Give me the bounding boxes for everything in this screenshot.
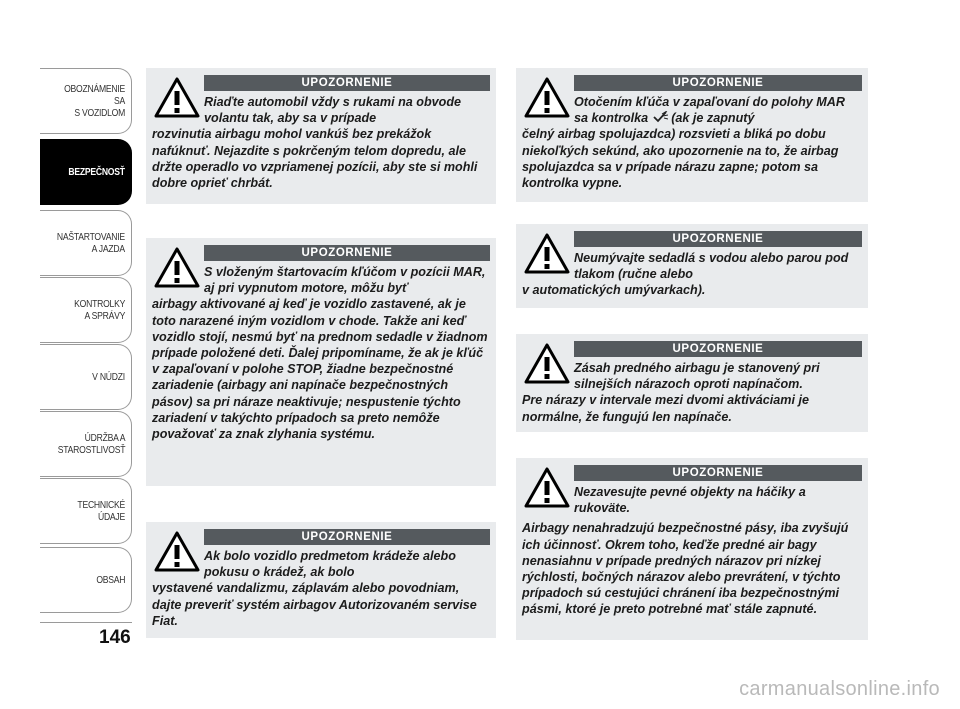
airbag-passenger-icon	[652, 111, 668, 123]
warning-text-lead: Nezavesujte pevné objekty na háčiky a rukoväte.	[574, 485, 806, 516]
warning-text-lead: Ak bolo vozidlo predmetom krádeže alebo pokusu o krádež, ak bolo	[204, 549, 456, 580]
tab-label: NAŠTARTOVANIE A JAZDA	[57, 231, 125, 255]
warning-box-4	[516, 68, 868, 202]
tab-nastartovanie[interactable]	[40, 210, 132, 276]
watermark: carmanualsonline.info	[739, 678, 940, 700]
warning-header: UPOZORNENIE	[204, 245, 490, 261]
warning-triangle-icon	[524, 232, 570, 274]
warning-text-lead: S vloženým štartovacím kľúčom v pozícii MAR, aj pri vypnutom motore, môžu byť	[204, 265, 486, 296]
warning-header: UPOZORNENIE	[574, 341, 862, 357]
warning-box-7	[516, 458, 868, 640]
tab-label: ÚDRŽBA A STAROSTLIVOSŤ	[57, 432, 125, 456]
warning-text: vystavené vandalizmu, záplavám alebo povodniam, dajte preveriť systém airbagov Autorizovaném servise Fiat.	[152, 581, 477, 628]
warning-text-lead	[574, 94, 862, 126]
warning-box-6	[516, 334, 868, 432]
warning-text: čelný airbag spolujazdca) rozsvieti a bliká po dobu niekoľkých sekúnd, ako upozornenie na to, že airbag spolujazdca sa v prípade nárazu zapne; potom sa kontrolka vypne.	[522, 127, 839, 191]
tab-label: OBSAH	[96, 574, 125, 586]
warning-triangle-icon	[524, 342, 570, 384]
warning-text: rozvinutia airbagu mohol vankúš bez prekážok nafúknuť. Nejazdite s pokrčeným telom dopredu, ale držte operadlo vo vzpriamenej pozícii, aby ste si mohli dobre oprieť chrbát.	[152, 127, 478, 191]
warning-text: v automatických umývarkach).	[522, 283, 706, 298]
tab-technicke[interactable]	[40, 478, 132, 544]
warning-text: Pre nárazy v intervale mezi dvomi aktiváciami je normálne, že fungujú len napínače.	[522, 393, 810, 424]
warning-box-3	[146, 522, 496, 638]
tab-label: BEZPEČNOSŤ	[68, 166, 125, 178]
warning-box-5	[516, 224, 868, 308]
warning-triangle-icon	[524, 466, 570, 508]
warning-header: UPOZORNENIE	[204, 75, 490, 91]
tab-oboznamenie[interactable]	[40, 68, 132, 134]
tab-obsah[interactable]	[40, 547, 132, 613]
warning-triangle-icon	[524, 76, 570, 118]
warning-header: UPOZORNENIE	[204, 529, 490, 545]
tab-label: V NÚDZI	[92, 371, 125, 383]
warning-text: Airbagy nenahradzujú bezpečnostné pásy, iba zvyšujú ich účinnosť. Okrem toho, keďže predné air bagy nenasiahnu v prípade predných nárazov pri nízkej rýchlosti, bočných nárazov alebo prevrátení, v týchto prípadoch sú cestujúci chránení iba bezpečnostnými pásmi, ktoré je preto potrebné mať stále zapnuté.	[522, 521, 849, 617]
warning-text-lead: Zásah predného airbagu je stanovený pri silnejších nárazoch oproti napínačom.	[574, 361, 820, 392]
tab-bezpecnost[interactable]	[40, 139, 132, 205]
nav-divider	[40, 622, 132, 623]
warning-header: UPOZORNENIE	[574, 231, 862, 247]
tab-label: TECHNICKÉ ÚDAJE	[77, 499, 125, 523]
warning-text-lead: Riaďte automobil vždy s rukami na obvode volantu tak, aby sa v prípade	[204, 95, 462, 126]
tab-label: KONTROLKY A SPRÁVY	[74, 298, 125, 322]
tab-kontrolky[interactable]	[40, 277, 132, 343]
tab-udrzba[interactable]	[40, 411, 132, 477]
warning-box-1	[146, 68, 496, 204]
warning-triangle-icon	[154, 530, 200, 572]
warning-box-2	[146, 238, 496, 486]
page-number: 146	[99, 627, 131, 648]
warning-text-lead-b: (ak je zapnutý	[671, 111, 755, 126]
warning-text-lead-a: Otočením kľúča v zapaľovaní do polohy MAR sa kontrolka	[574, 95, 845, 126]
warning-triangle-icon	[154, 246, 200, 288]
warning-triangle-icon	[154, 76, 200, 118]
tab-v-nudzi[interactable]	[40, 344, 132, 410]
warning-text-lead: Neumývajte sedadlá s vodou alebo parou pod tlakom (ručne alebo	[574, 251, 849, 282]
warning-header: UPOZORNENIE	[574, 465, 862, 481]
tab-label: OBOZNÁMENIE SA S VOZIDLOM	[64, 83, 125, 119]
warning-text: airbagy aktivované aj keď je vozidlo zastavené, ak je toto narazené iným vozidlom v chode. Takže ani keď vozidlo stojí, nesmú byť na prednom sedadle v žiadnom prípade položené deti. Ďalej pripomíname, že ak je kľúč v zapaľovaní v polohe STOP, žiadne bezpečnostné zariadenie (airbagy ani napínače bezpečnostných pásov) sa pri náraze neaktivuje; nespustenie týchto zariadení v takýchto prípadoch sa preto nemôže považovať za znak zlyhania systému.	[152, 297, 488, 442]
warning-header: UPOZORNENIE	[574, 75, 862, 91]
